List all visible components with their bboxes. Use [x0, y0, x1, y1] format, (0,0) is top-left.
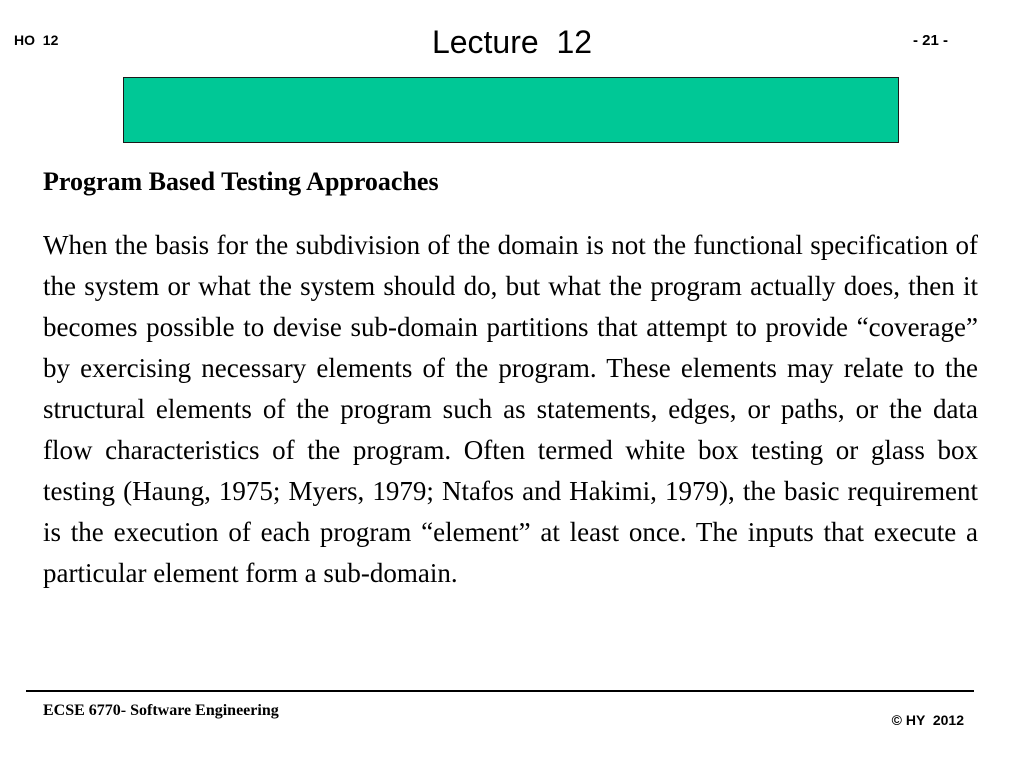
footer-divider: [26, 690, 974, 692]
course-label: ECSE 6770- Software Engineering: [43, 702, 279, 719]
title-banner: [123, 77, 899, 143]
handout-label: HO 12: [14, 32, 59, 48]
page-number: - 21 -: [912, 32, 948, 49]
lecture-title: Lecture 12: [431, 24, 593, 60]
body-paragraph: When the basis for the subdivision of the domain is not the functional specification of the system or what the system should do, but what the program actually does, then it becomes possible to devise sub-domain partitions that attempt to provide “coverage” by exercising necessary elements of the program. These elements may relate to the structural elements of the program such as statements, edges, or paths, or the data flow characteristics of the program. Often termed white box testing or glass box testing (Haung, 1975; Myers, 1979; Ntafos and Hakimi, 1979), the basic requirement is the execution of each program “element” at least once. The inputs that execute a particular element form a sub-domain.: [43, 230, 978, 588]
copyright-notice: © HY 2012: [891, 712, 964, 728]
section-heading: Program Based Testing Approaches: [43, 167, 439, 196]
